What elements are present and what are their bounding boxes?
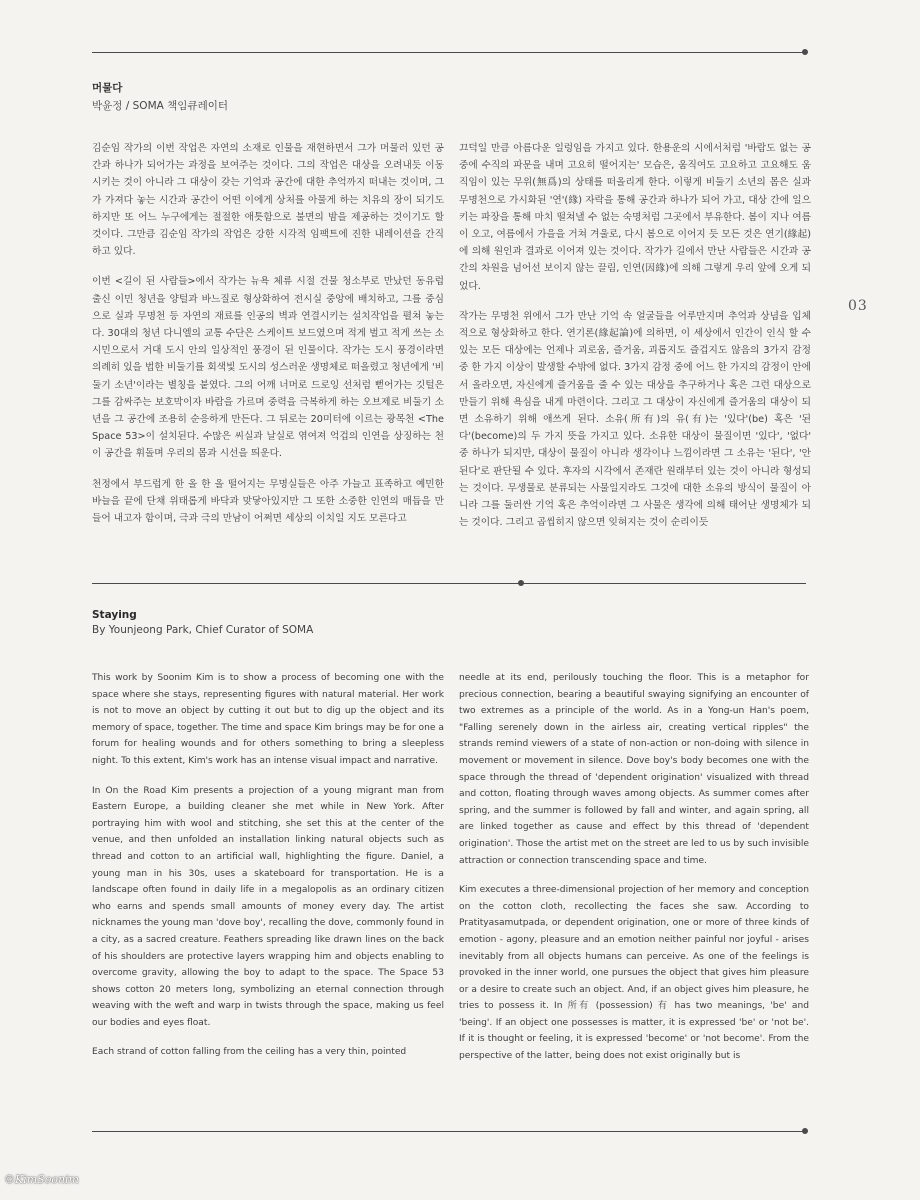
rule-dot bbox=[802, 49, 808, 55]
paragraph: 작가는 무명천 위에서 그가 만난 기억 속 얼굴들을 어루만지며 추억과 상념을 입체적으로 형상화하고 한다. 연기론(緣起論)에 의하면, 이 세상에서 인간이 인식 할 수 있는 모든 대상에는 언제나 괴로움, 즐거움, 괴롭지도 즐겁지도 않음의 3가지 감정 중 한 가지 이상이 발생할 수밖에 없다. 3가지 감정 중에 어느 한 가지의 감정이 안에서 올라오면, 자신에게 즐거움을 줄 수 있는 대상을 추구하거나 혹은 그런 대상으로 만들기 위해 욕심을 내게 마련이다. 그리고 그 대상이 자신에게 즐거움의 대상이 되면 소유하기 위해 애쓰게 된다. 소유(所有)의 유(有)는 '있다'(be) 혹은 '된다'(become)의 두 가지 뜻을 가지고 있다. 소유한 대상이 물질이면 '있다', '없다' 중 하나가 되지만, 대상이 물질이 아니라 생각이나 느낌이라면 그 소유는 '된다', '안 된다'로 판단될 수 있다. 후자의 시각에서 존재란 원래부터 있는 것이 아니라 형성되는 것이다. 무생물로 분류되는 사물일지라도 그것에 대한 소유의 방식이 물질이 아니라 그를 둘러싼 기억 혹은 추억이라면 그 사물은 생각에 의해 태어난 생명체가 되는 것이다. 그리고 곱씹히지 않으면 잊혀지는 것이 순리이듯 bbox=[459, 310, 811, 529]
watermark: ©KimSoonim bbox=[4, 1173, 79, 1186]
korean-column-right bbox=[459, 140, 811, 544]
paragraph: 끄덕일 만큼 아름다운 일렁임을 가지고 있다. 한용운의 시에서처럼 '바람도 없는 공중에 수직의 파문을 내며 고요히 떨어지는' 모습은, 움직여도 고요하고 고요해도 움직임이 있는 무위(無爲)의 상태를 떠올리게 한다. 이렇게 비둘기 소년의 몸은 실과 무명천으로 가시화된 '연'(緣) 자락을 통해 공간과 하나가 되어 가고, 대상 간에 일으키는 파장을 통해 마치 떨쳐낼 수 없는 숙명처럼 그곳에서 부유한다. 봄이 지나 여름이 오고, 여름에서 가을을 거쳐 겨울로, 다시 봄으로 이어지 듯 모든 것은 연기(緣起)에 의해 원인과 결과로 이어져 있는 것이다. 작가가 길에서 만난 사람들은 시간과 공간의 차원을 넘어선 보이지 않는 끌림, 인연(因緣)에 의해 그렇게 우리 앞에 오게 되었다. bbox=[459, 143, 811, 292]
paragraph: needle at its end, perilously touching the floor. This is a metaphor for precious connection, bearing a beautiful swaying signifying an encounter of two extremes as a principle of the world. As in a Yong-un Han's poem, "Falling serenely down in the airless air, creating vertical ripples" the strands remind viewers of a state of non-action or non-doing with silence in movement or movement in silence. Dove boy's body becomes one with the space through the thread of 'dependent origination' visualized with thread and cotton, floating through waves among objects. As summer comes after spring, and the summer is followed by fall and winter, and again spring, all are linked together as cause and effect by this thread of 'dependent origination'. Those the artist met on the street are led to us by such invisible attraction or connection transcending space and time. bbox=[459, 673, 809, 866]
english-byline: By Younjeong Park, Chief Curator of SOMA bbox=[92, 624, 314, 636]
bottom-rule bbox=[92, 1131, 806, 1132]
page-number: 03 bbox=[848, 298, 868, 314]
rule-dot bbox=[518, 580, 524, 586]
paragraph: Each strand of cotton falling from the ceiling has a very thin, pointed bbox=[92, 1047, 407, 1058]
rule-dot bbox=[802, 1128, 808, 1134]
middle-rule bbox=[92, 583, 806, 584]
paragraph: 김순임 작가의 이번 작업은 자연의 소재로 인물을 재현하면서 그가 머물러 있던 공간과 하나가 되어가는 과정을 보여주는 것이다. 그의 작업은 대상을 오려내듯 이동시키는 것이 아니라 그 대상이 갖는 기억과 공간에 대한 추억까지 떠내는 것이며, 그가 가져다 놓는 시간과 공간이 어떤 이에게 상처를 아물게 하는 치유의 장이 되기도 하지만 또 어느 누구에게는 절절한 애틋함으로 불면의 밤을 제공하는 것이기도 할 것이다. 그만큼 김순임 작가의 작업은 강한 시각적 임팩트에 진한 내레이션을 간직하고 있다. bbox=[92, 143, 444, 258]
top-rule bbox=[92, 52, 806, 53]
paragraph: Kim executes a three-dimensional projection of her memory and conception on the cotton cloth, recollecting the faces she saw. According to Pratityasamutpada, or dependent origination, one or more of three kinds of emotion - agony, pleasure and an emotion neither painful nor joyful - arises inevitably from all objects humans can perceive. As one of the feelings is provoked in the inner world, one pursues the object that gives him pleasure or a desire to create such an object. And, if an object gives him pleasure, he tries to possess it. In 所有 (possession) 有 has two meanings, 'be' and 'being'. If an object one possesses is matter, it is expressed 'be' or 'not be'. If it is thought or feeling, it is expressed 'become' or 'not become'. From the perspective of the latter, being does not exist originally but is bbox=[459, 885, 809, 1062]
english-heading bbox=[92, 609, 313, 636]
paragraph: This work by Soonim Kim is to show a process of becoming one with the space where she stays, representing figures with natural material. Her work is not to move an object by cutting it out but to dig up the object and its memory of space, together. The time and space Kim brings may be for one a forum for healing wounds and for others something to bring a sleepless night. To this extent, Kim's work has an intense visual impact and narrative. bbox=[92, 673, 444, 766]
paragraph: 이번 <길이 된 사람들>에서 작가는 뉴욕 체류 시절 건물 청소부로 만났던 동유럽 출신 이민 청년을 양털과 바느질로 형상화하여 전시실 중앙에 배치하고, 그를 중심으로 실과 무명천 등 자연의 재료를 인공의 벽과 연결시키는 설치작업을 펼쳐 놓는다. 30대의 청년 다니엘의 교통 수단은 스케이트 보드였으며 적게 벌고 적게 쓰는 소시민으로서 거대 도시 안의 일상적인 풍경이 된 인물이다. 작가는 도시 풍경이라면 의례히 있을 법한 비둘기를 회색빛 도시의 성스러운 생명체로 떠올렸고 청년에게 '비둘기 소년'이라는 별칭을 붙였다. 그의 어깨 너머로 드로잉 선처럼 뻗어가는 깃털은 그를 감싸주는 보호막이자 바람을 가르며 중력을 극복하게 하는 오브제로 비둘기 소년을 그 공간에 조용히 순응하게 만든다. 그 뒤로는 20미터에 이르는 광목천 <The Space 53>이 설치된다. 수많은 씨실과 날실로 엮여져 억겁의 인연을 상징하는 천이 공간을 휘돌며 우리의 몸과 시선을 띄운다. bbox=[92, 276, 444, 460]
korean-title: 머물다 bbox=[92, 82, 123, 94]
korean-column-left bbox=[92, 140, 444, 540]
english-title: Staying bbox=[92, 609, 137, 621]
paragraph: 천정에서 부드럽게 한 올 한 올 떨어지는 무명실들은 아주 가늘고 표족하고 예민한 바늘을 끝에 단채 위태롭게 바닥과 맞닿아있지만 그 또한 소중한 인연의 매듭을 만들어 내고자 함이며, 극과 극의 만남이 어쩌면 세상의 이치일 지도 모른다고 bbox=[92, 478, 444, 525]
paragraph: In On the Road Kim presents a projection of a young migrant man from Eastern Europe, a building cleaner she met while in New York. After portraying him with wool and stitching, she set this at the center of the venue, and then unfolded an installation linking natural objects such as thread and cotton to an artificial wall, highlighting the figure. Daniel, a young man in his 30s, uses a skateboard for transportation. He is a landscape often found in daily life in a megalopolis as an ordinary citizen who earns and spends small amounts of money every day. The artist nicknames the young man 'dove boy', recalling the dove, commonly found in a city, as a sacred creature. Feathers spreading like drawn lines on the back of his shoulders are protective layers wrapping him and objects enabling to overcome gravity, allowing the boy to adapt to the space. The Space 53 shows cotton 20 meters long, symbolizing an eternal connection through weaving with the weft and warp in twists through the space, making us feel our bodies and eyes float. bbox=[92, 785, 444, 1028]
english-column-left bbox=[92, 670, 444, 1074]
english-column-right bbox=[459, 670, 809, 1078]
korean-byline: 박윤정 / SOMA 책임큐레이터 bbox=[92, 100, 229, 112]
korean-heading bbox=[92, 80, 228, 113]
